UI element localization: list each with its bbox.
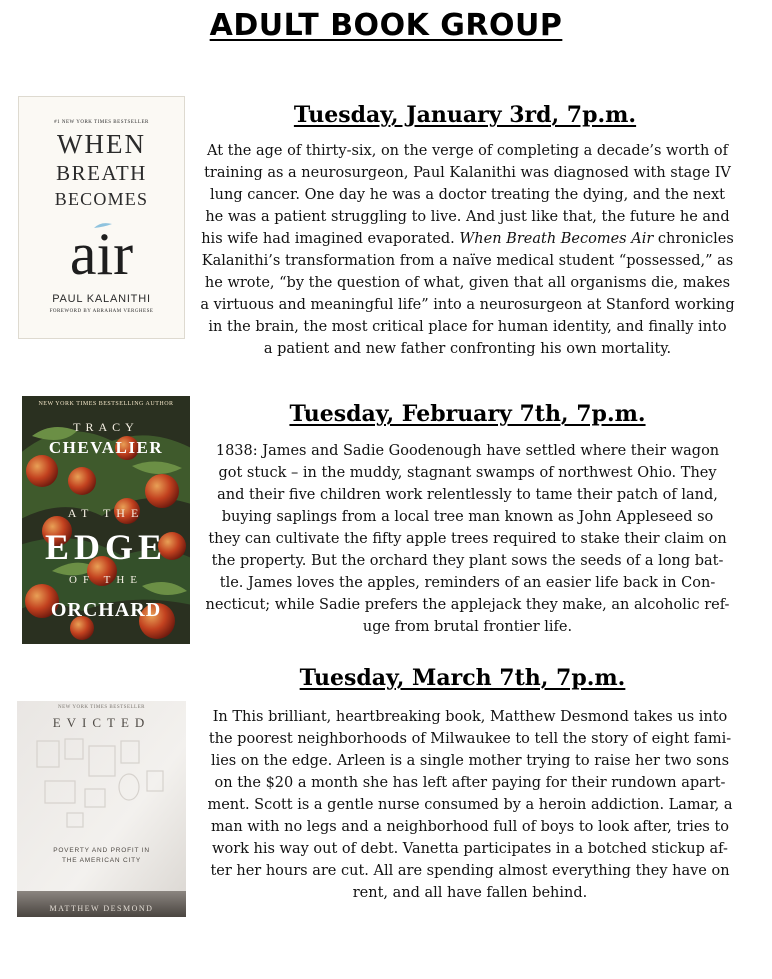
description-line-with-title: his wife had imagined evaporated. When Breath Becomes Air chronicles <box>201 231 734 247</box>
cover-title-line: OF THE <box>69 574 143 586</box>
book-date-heading: Tuesday, January 3rd, 7p.m. <box>293 102 637 128</box>
cover-banner: #1 NEW YORK TIMES BESTSELLER <box>54 120 149 125</box>
book-cover-when-breath-becomes-air <box>18 96 185 339</box>
cover-author: PAUL KALANITHI <box>52 293 151 305</box>
cover-title-line: BREATH <box>56 161 147 185</box>
cover-author: MATTHEW DESMOND <box>49 904 154 913</box>
cover-title-air: air <box>69 221 134 287</box>
book-title-italic: When Breath Becomes Air <box>459 231 654 247</box>
cover-title-edge: EDGE <box>44 527 168 567</box>
book-description: At the age of thirty-six, on the verge of completing a decade’s worth of training as a neurosurgeon, Paul Kalanithi was diagnosed with stage IV lung cancer. One day he was a doctor treating the dying, and the next he was a patient struggling to live. And just like that, the future he and his wife had imagined evaporated. When Breath Becomes Air chronicles Kalanithi’s transformation from a naïve medical student “possessed,” as he wrote, “by the question of what, given that all organisms die, makes a virtuous and meaningful life” into a neurosurgeon at Stanford working in the brain, the most critical place for human identity, and finally into a patient and new father confronting his own mortality. <box>180 140 755 360</box>
book-cover-at-the-edge-of-the-orchard <box>22 396 190 644</box>
book-date-heading: Tuesday, February 7th, 7p.m. <box>289 401 646 427</box>
cover-subtitle-line: THE AMERICAN CITY <box>62 857 141 864</box>
cover-author-first: TRACY <box>73 420 139 434</box>
wall-frames-illustration <box>17 701 186 917</box>
book-description: In This brilliant, heartbreaking book, Matthew Desmond takes us into the poorest neighborhoods of Milwaukee to tell the story of eight fami- lies on the edge. Arleen is a single mother trying to raise her two sons on the $20 a month she has left after paying for their rundown apart- ment. Scott is a gentle nurse consumed by a heroin addiction. Lamar, a man with no legs and a neighborhood full of boys to look after, tries to work his way out of debt. Vanetta participates in a botched stickup af- ter her hours are cut. All are spending almost everything they have on rent, and all have fallen behind. <box>207 709 733 901</box>
cover-title-orchard: ORCHARD <box>50 599 162 621</box>
cover-banner: NEW YORK TIMES BESTSELLING AUTHOR <box>38 401 174 407</box>
cover-banner: NEW YORK TIMES BESTSELLER <box>58 705 145 710</box>
cover-title: EVICTED <box>52 715 151 730</box>
book-cover-evicted <box>17 701 186 917</box>
book-date-heading: Tuesday, March 7th, 7p.m. <box>299 665 626 691</box>
cover-subtitle-line: POVERTY AND PROFIT IN <box>53 847 150 854</box>
cover-title-line: BECOMES <box>54 189 149 209</box>
cover-title-line: AT THE <box>67 506 145 520</box>
cover-title-line: WHEN <box>57 129 146 159</box>
page-title: ADULT BOOK GROUP <box>209 8 563 43</box>
book-description: 1838: James and Sadie Goodenough have settled where their wagon got stuck – in the muddy, stagnant swamps of northwest Ohio. They and their five children work relentlessly to tame their patch of land, buying saplings from a local tree man known as John Appleseed so they can cultivate the fifty apple trees required to stake their claim on the property. But the orchard they plant sows the seeds of a long bat- tle. James loves the apples, reminders of an easier life back in Con- necticut; while Sadie prefers the applejack they make, an alcoholic ref- uge from brutal frontier life. <box>205 443 730 635</box>
cover-foreword: FOREWORD BY ABRAHAM VERGHESE <box>49 309 154 314</box>
cover-author-last: CHEVALIER <box>48 438 164 457</box>
